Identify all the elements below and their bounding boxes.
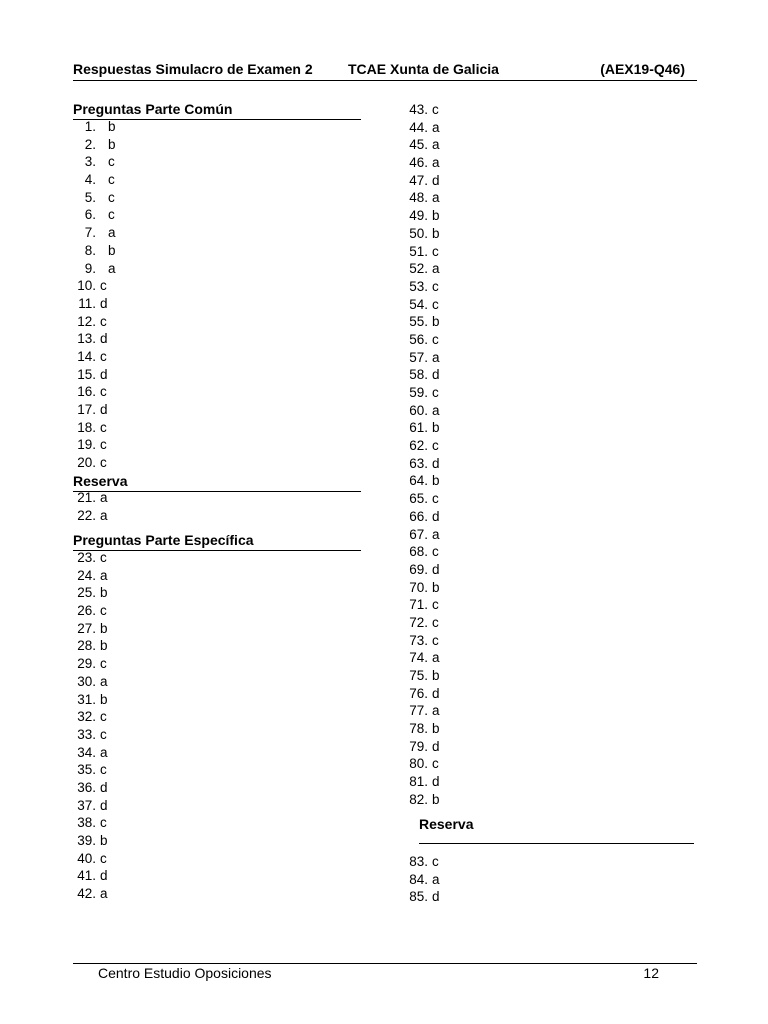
answer-item [74,260,116,278]
question-number: 80. [409,756,428,772]
answer-letter: c [432,102,439,117]
answer-item [406,649,440,667]
question-number: 11. [78,295,96,311]
answer-item [74,620,108,638]
answer-item [74,850,108,868]
answer-letter: d [432,685,440,701]
answer-letter: a [100,673,108,689]
question-number: 66. [409,508,428,524]
question-number: 68. [409,544,428,560]
answer-letter: b [100,638,108,654]
answer-item [74,637,108,655]
answer-item [74,171,116,189]
question-number: 69. [409,561,428,577]
answer-item [406,455,440,473]
answer-letter: c [432,614,439,630]
question-number: 81. [409,774,428,790]
question-number: 42. [77,886,96,902]
question-number: 2. [84,136,96,152]
answer-letter: c [100,419,107,435]
answer-letter: a [432,526,440,542]
answer-letter: c [100,656,107,672]
answer-letter: a [432,349,440,365]
question-number: 85. [409,889,428,905]
page-header [73,60,697,81]
answer-item [74,549,108,567]
question-number: 25. [77,585,96,601]
question-number: 61. [409,420,428,436]
answer-item [406,136,440,154]
answer-letter: c [100,726,107,742]
question-number: 60. [409,402,428,418]
answer-letter: d [100,366,108,382]
answer-item [406,154,440,172]
answer-letter: c [100,348,107,364]
answer-item [74,708,108,726]
answer-letter: b [432,420,440,436]
answer-letter: c [432,597,439,613]
answer-letter: c [432,296,439,312]
answer-item [406,243,440,261]
answer-letter: c [108,189,115,205]
answer-item [406,543,440,561]
answer-item [406,579,440,597]
answer-item [406,888,440,906]
answer-item [406,561,440,579]
answer-letter: d [432,508,440,524]
header-course-title: TCAE Xunta de Galicia [348,61,499,77]
answer-item [74,761,108,779]
question-number: 63. [409,455,428,471]
answer-item [406,313,440,331]
answer-item [74,189,116,207]
question-number: 9. [84,260,96,276]
answer-item [406,853,440,871]
answer-letter: b [100,691,108,707]
answer-letter: b [108,242,116,258]
answer-item [406,738,440,756]
answer-list-parte-especifica [74,549,108,903]
answer-item [74,436,116,454]
answer-letter: c [100,815,107,831]
answer-item [406,119,440,137]
answer-item [406,402,440,420]
answer-letter: d [432,774,440,790]
section-title-reserva-comun: Reserva [73,473,361,492]
answer-item [406,871,440,889]
answer-letter: c [432,243,439,259]
answer-letter: b [432,721,440,737]
page-footer [73,963,697,986]
answer-letter: a [432,650,440,666]
answer-item [406,172,440,190]
answer-item [406,791,440,809]
answer-letter: d [432,738,440,754]
answer-item [74,673,108,691]
question-number: 73. [409,632,428,648]
answer-item [74,832,108,850]
answer-item [74,366,116,384]
answer-letter: c [432,632,439,648]
answer-letter: a [108,225,116,241]
answer-item [406,720,440,738]
answer-item [74,726,108,744]
answer-letter: c [432,491,439,507]
question-number: 28. [77,638,96,654]
question-number: 37. [77,797,96,813]
answer-list-reserva-comun [74,489,108,524]
answer-list-parte-especifica-continued [406,101,440,809]
answer-item [74,136,116,154]
question-number: 74. [409,650,428,666]
question-number: 33. [77,726,96,742]
question-number: 54. [409,296,428,312]
question-number: 53. [409,278,428,294]
answer-letter: b [100,833,108,848]
answer-letter: b [108,136,116,152]
question-number: 43. [409,102,428,117]
answer-letter: b [432,225,440,241]
question-number: 48. [409,190,428,206]
answer-item [74,489,108,507]
answer-letter: a [432,703,440,719]
answer-item [406,526,440,544]
answer-item [406,296,440,314]
answer-list-parte-comun [74,118,116,472]
answer-item [74,242,116,260]
answer-letter: a [432,402,440,418]
question-number: 82. [409,791,428,807]
answer-letter: c [100,455,107,471]
question-number: 26. [77,603,96,619]
question-number: 47. [409,172,428,188]
question-number: 19. [77,437,96,453]
answer-letter: c [432,756,439,772]
answer-letter: b [432,791,440,807]
question-number: 22. [77,507,96,523]
question-number: 64. [409,473,428,489]
question-number: 41. [77,868,96,884]
answer-letter: a [432,119,440,135]
question-number: 21. [77,490,96,505]
answer-item [406,490,440,508]
question-number: 76. [409,685,428,701]
answer-letter: a [100,490,108,505]
answer-letter: c [432,438,439,454]
answer-letter: a [432,261,440,277]
answer-letter: c [100,850,107,866]
answer-letter: a [100,886,108,902]
question-number: 59. [409,385,428,400]
question-number: 35. [77,762,96,778]
question-number: 44. [409,119,428,135]
question-number: 16. [77,384,96,400]
question-number: 10. [77,278,96,294]
answer-item [406,260,440,278]
answer-item [74,814,108,832]
answer-item [74,206,116,224]
answer-letter: c [432,544,439,560]
section-title-parte-especifica: Preguntas Parte Específica [73,532,361,551]
answer-item [74,383,116,401]
answer-letter: d [100,402,108,417]
answer-letter: a [432,871,440,887]
answer-item [74,313,116,331]
answer-letter: c [100,313,107,329]
answer-item [74,330,116,348]
answer-item [406,667,440,685]
question-number: 46. [409,155,428,171]
answer-item [406,101,440,119]
question-number: 23. [77,550,96,565]
question-number: 83. [409,854,428,869]
question-number: 71. [409,597,428,613]
question-number: 4. [84,172,96,188]
question-number: 49. [409,208,428,224]
answer-letter: b [100,585,108,601]
question-number: 39. [77,833,96,848]
question-number: 34. [77,744,96,760]
question-number: 70. [409,579,428,595]
question-number: 12. [77,313,96,329]
question-number: 5. [84,189,96,205]
answer-letter: c [100,437,107,453]
question-number: 67. [409,526,428,542]
answer-item [74,797,108,815]
question-number: 75. [409,668,428,683]
question-number: 6. [84,207,96,223]
question-number: 57. [409,349,428,365]
question-number: 20. [77,455,96,471]
answer-item [74,153,116,171]
question-number: 45. [409,137,428,153]
answer-item [74,224,116,242]
answer-letter: a [108,260,116,276]
answer-item [406,702,440,720]
answer-letter: c [432,278,439,294]
answer-letter: d [432,561,440,577]
question-number: 31. [77,691,96,707]
answer-item [74,655,108,673]
answer-item [406,331,440,349]
question-number: 78. [409,721,428,737]
answer-letter: c [432,331,439,347]
answer-item [406,366,440,384]
question-number: 50. [409,225,428,241]
header-document-title: Respuestas Simulacro de Examen 2 [73,61,313,77]
question-number: 58. [409,367,428,383]
answer-item [406,596,440,614]
question-number: 3. [84,154,96,170]
answer-letter: d [432,889,440,905]
answer-letter: d [432,172,440,188]
answer-letter: c [100,384,107,400]
answer-item [406,472,440,490]
answer-item [74,348,116,366]
answer-letter: c [100,709,107,725]
answer-letter: a [100,744,108,760]
answer-item [406,189,440,207]
question-number: 79. [409,738,428,754]
answer-item [406,773,440,791]
answer-letter: c [100,762,107,778]
question-number: 29. [77,656,96,672]
answer-item [74,454,116,472]
answer-letter: b [100,620,108,636]
header-document-code: (AEX19-Q46) [600,61,685,77]
question-number: 56. [409,331,428,347]
answer-letter: c [100,550,107,565]
question-number: 38. [77,815,96,831]
section-title-parte-comun: Preguntas Parte Común [73,101,361,120]
answer-item [74,419,116,437]
answer-letter: c [108,154,115,170]
question-number: 72. [409,614,428,630]
question-number: 1. [84,119,96,134]
footer-organization: Centro Estudio Oposiciones [98,965,272,981]
answer-letter: d [100,868,108,884]
answer-letter: a [432,137,440,153]
answer-letter: d [100,797,108,813]
question-number: 17. [77,402,96,417]
question-number: 40. [77,850,96,866]
answer-letter: d [100,295,108,311]
answer-letter: a [100,567,108,583]
answer-letter: b [432,208,440,224]
answer-letter: c [432,385,439,400]
answer-item [74,744,108,762]
answer-letter: a [432,155,440,171]
answer-letter: b [432,579,440,595]
question-number: 55. [409,314,428,330]
answer-item [406,384,440,402]
answer-item [406,614,440,632]
answer-letter: a [100,507,108,523]
answer-item [74,602,108,620]
answer-letter: d [432,367,440,383]
answer-item [406,755,440,773]
answer-letter: c [108,207,115,223]
answer-letter: d [432,455,440,471]
question-number: 77. [409,703,428,719]
answer-item [74,118,116,136]
answer-item [406,685,440,703]
answer-item [74,867,108,885]
answer-item [74,691,108,709]
question-number: 8. [84,242,96,258]
question-number: 27. [77,620,96,636]
answer-letter: d [100,331,108,347]
answer-item [74,885,108,903]
section-title-reserva-especifica: Reserva [419,816,694,844]
page-number: 12 [643,965,659,981]
answer-letter: c [432,854,439,869]
question-number: 24. [77,567,96,583]
answer-item [406,207,440,225]
answer-item [406,632,440,650]
answer-item [74,295,116,313]
answer-item [74,779,108,797]
answer-item [74,584,108,602]
question-number: 15. [77,366,96,382]
question-number: 52. [409,261,428,277]
question-number: 13. [77,331,96,347]
question-number: 30. [77,673,96,689]
answer-item [74,401,116,419]
answer-item [74,567,108,585]
answer-letter: c [100,278,107,294]
answer-letter: b [432,473,440,489]
answer-letter: b [432,668,440,683]
question-number: 14. [77,348,96,364]
question-number: 32. [77,709,96,725]
answer-item [406,225,440,243]
answer-item [406,508,440,526]
question-number: 84. [409,871,428,887]
answer-item [406,349,440,367]
answer-list-reserva-especifica [406,853,440,906]
question-number: 65. [409,491,428,507]
answer-letter: d [100,779,108,795]
answer-letter: b [108,119,116,134]
question-number: 7. [84,225,96,241]
question-number: 51. [409,243,428,259]
question-number: 62. [409,438,428,454]
answer-letter: b [432,314,440,330]
answer-item [406,278,440,296]
question-number: 18. [77,419,96,435]
question-number: 36. [77,779,96,795]
answer-letter: c [108,172,115,188]
answer-letter: a [432,190,440,206]
answer-item [406,437,440,455]
answer-item [406,419,440,437]
answer-item [74,277,116,295]
answer-item [74,507,108,525]
answer-letter: c [100,603,107,619]
